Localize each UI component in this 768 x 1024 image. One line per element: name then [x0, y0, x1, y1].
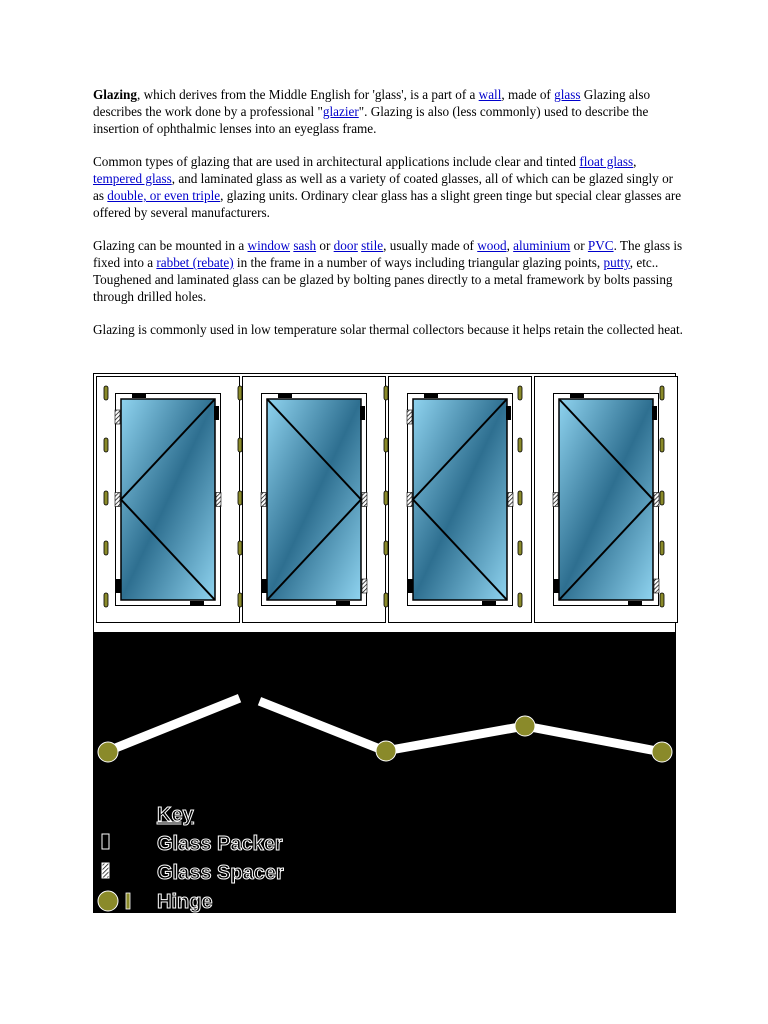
- hinge: [238, 491, 242, 505]
- hinge-plan: [98, 742, 118, 762]
- hinge-plan: [515, 716, 535, 736]
- glass-packer: [482, 601, 496, 606]
- glass-spacer: [654, 493, 659, 507]
- glass-spacer: [362, 493, 367, 507]
- hinge: [238, 541, 242, 555]
- link-tempered-glass[interactable]: tempered glass: [93, 171, 172, 186]
- hinge: [518, 491, 522, 505]
- link-glass[interactable]: glass: [554, 87, 581, 102]
- hinge: [660, 438, 664, 452]
- glass-packer: [570, 393, 584, 398]
- text-run: Glazing is commonly used in low temperature solar thermal collectors because it helps retain the collected heat.: [93, 322, 683, 337]
- elevation-view: [94, 374, 678, 633]
- text-run: or: [316, 238, 334, 253]
- glass-packer: [628, 601, 642, 606]
- hinge: [384, 593, 388, 607]
- glass-packer: [506, 406, 511, 420]
- term-heading: Glazing: [93, 87, 137, 102]
- text-run: , etc.. Toughened and laminated glass can be glazed by bolting panes directly to a metal framework by bolts passing through drilled holes.: [93, 255, 673, 304]
- door-panel: [97, 377, 240, 623]
- link-wood[interactable]: wood: [477, 238, 507, 253]
- glass-packer: [652, 406, 657, 420]
- text-run: or: [570, 238, 588, 253]
- glass-spacer: [508, 493, 513, 507]
- glass-packer: [360, 406, 365, 420]
- glass-spacer: [654, 579, 659, 593]
- text-run: ,: [506, 238, 514, 253]
- link-putty[interactable]: putty: [603, 255, 630, 270]
- hinge: [238, 438, 242, 452]
- hinge: [384, 438, 388, 452]
- link-window[interactable]: window: [247, 238, 291, 253]
- text-run: Glazing can be mounted in a: [93, 238, 248, 253]
- glass-pane: [121, 399, 215, 600]
- hinge: [518, 386, 522, 400]
- hinge: [104, 438, 108, 452]
- glass-spacer: [115, 410, 120, 424]
- text-run: Common types of glazing that are used in architectural applications include clear and tinted: [93, 154, 580, 169]
- key-label-hinge: Hinge: [157, 891, 213, 913]
- key-label-glass-packer: Glass Packer: [157, 833, 283, 855]
- glass-spacer: [216, 493, 221, 507]
- text-run: Glazing also describes the work done by a professional ": [93, 87, 651, 119]
- glass-spacer: [115, 493, 120, 507]
- glass-pane: [413, 399, 507, 600]
- hinge: [384, 386, 388, 400]
- link-aluminium[interactable]: aluminium: [513, 238, 571, 253]
- glass-packer: [214, 406, 219, 420]
- key-title: Key: [157, 804, 194, 826]
- hinge: [238, 593, 242, 607]
- glass-pane: [267, 399, 361, 600]
- link-float-glass[interactable]: float glass: [579, 154, 634, 169]
- hinge: [518, 593, 522, 607]
- hinge-plan: [652, 742, 672, 762]
- text-run: ,: [633, 154, 637, 169]
- key-label-glass-spacer: Glass Spacer: [157, 862, 284, 884]
- hinge: [384, 491, 388, 505]
- hinge: [104, 593, 108, 607]
- hinge: [104, 491, 108, 505]
- spacer-icon: [102, 863, 109, 878]
- glass-packer: [424, 393, 438, 398]
- glass-packer: [190, 601, 204, 606]
- hinge: [384, 541, 388, 555]
- text-run: . The glass is fixed into a: [93, 238, 683, 270]
- glass-packer: [408, 579, 413, 593]
- glass-packer: [278, 393, 292, 398]
- hinge: [660, 386, 664, 400]
- glass-spacer: [407, 410, 412, 424]
- link-stile[interactable]: stile: [361, 238, 384, 253]
- glass-spacer: [261, 493, 266, 507]
- glass-packer: [116, 579, 121, 593]
- glass-spacer: [362, 579, 367, 593]
- hinge: [518, 438, 522, 452]
- hinge: [660, 593, 664, 607]
- text-run: , made of: [501, 87, 555, 102]
- text-run: , glazing units. Ordinary clear glass has a slight green tinge but special clear glasses are offered by several manufacturers.: [93, 188, 682, 220]
- text-run: ". Glazing is also (less commonly) used to describe the insertion of ophthalmic lenses into an eyeglass frame.: [93, 104, 649, 136]
- text-run: , which derives from the Middle English for 'glass', is a part of a: [136, 87, 479, 102]
- door-panel: [243, 377, 386, 623]
- hinge: [518, 541, 522, 555]
- link-sash[interactable]: sash: [293, 238, 317, 253]
- hinge: [660, 491, 664, 505]
- hinge: [104, 386, 108, 400]
- glass-packer: [132, 393, 146, 398]
- glass-packer: [262, 579, 267, 593]
- glass-pane: [559, 399, 653, 600]
- hinge: [660, 541, 664, 555]
- text-run: in the frame in a number of ways including triangular glazing points,: [233, 255, 604, 270]
- link-glazier[interactable]: glazier: [322, 104, 359, 119]
- glass-packer: [554, 579, 559, 593]
- link-pvc[interactable]: PVC: [587, 238, 614, 253]
- glass-spacer: [553, 493, 558, 507]
- hinge-icon: [98, 891, 118, 911]
- text-run: , and laminated glass as well as a variety of coated glasses, all of which can be glazed singly or as: [93, 171, 674, 203]
- link-wall[interactable]: wall: [478, 87, 502, 102]
- hinge-plan: [376, 741, 396, 761]
- link-rabbet-rebate[interactable]: rabbet (rebate): [156, 255, 234, 270]
- text-run: , usually made of: [383, 238, 478, 253]
- hinge-leaf-icon: [126, 893, 130, 909]
- glass-spacer: [407, 493, 412, 507]
- link-door[interactable]: door: [333, 238, 358, 253]
- link-double-or-even-triple[interactable]: double, or even triple: [107, 188, 221, 203]
- packer-icon: [102, 834, 109, 849]
- hinge: [104, 541, 108, 555]
- door-panel: [535, 377, 678, 623]
- hinge: [238, 386, 242, 400]
- door-panel: [389, 377, 532, 623]
- glass-packer: [336, 601, 350, 606]
